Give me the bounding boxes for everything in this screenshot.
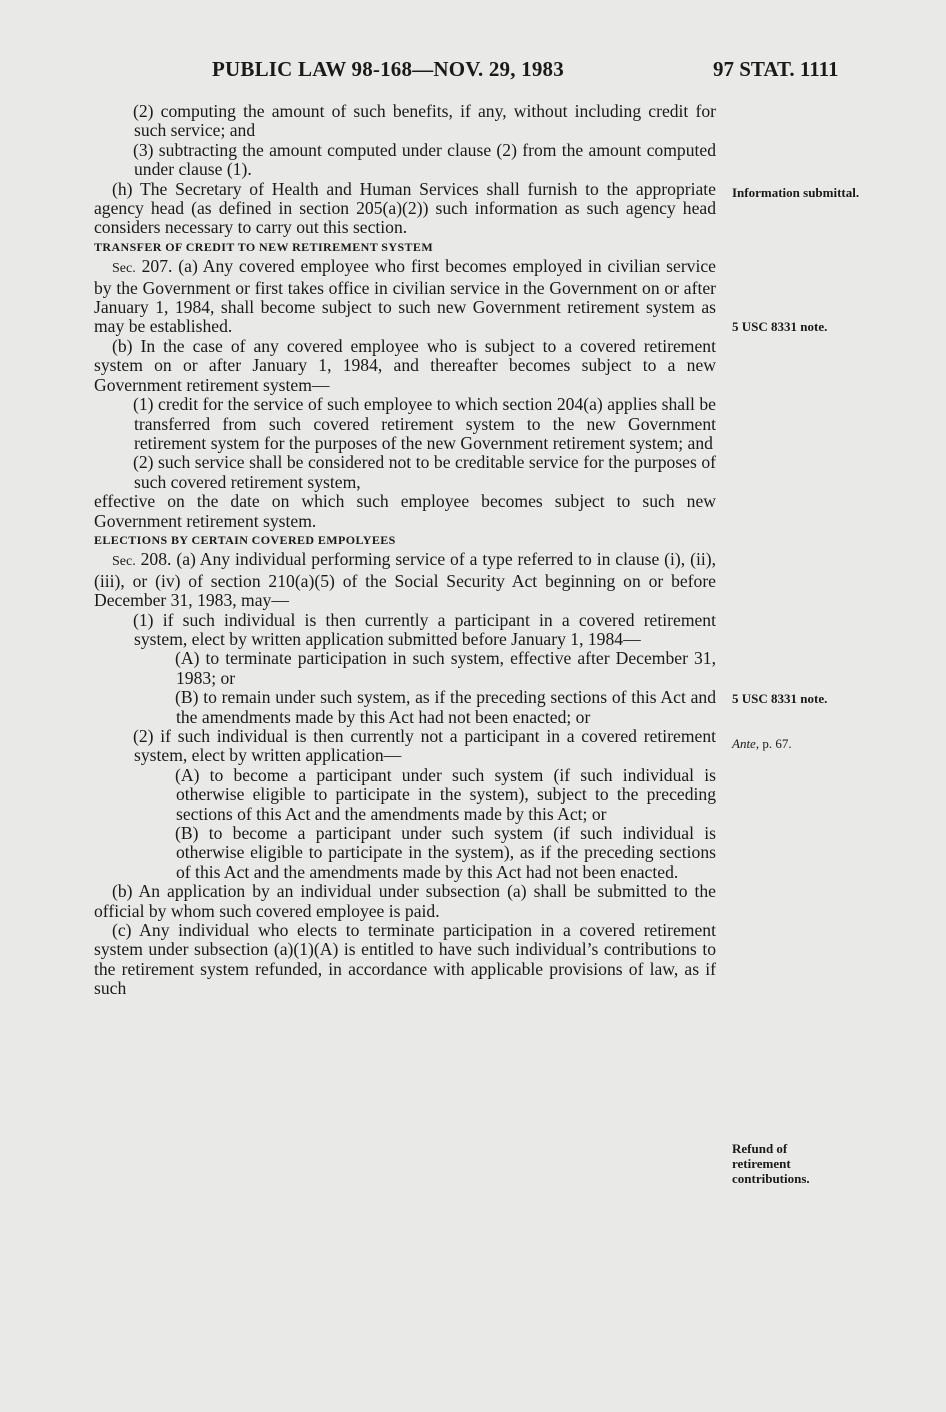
section-207-b-2: (2) such service shall be considered not to be creditable service for the purposes of such covered retirement system, [133, 452, 716, 492]
section-207-a [94, 257, 716, 337]
margin-note-usc-207: 5 USC 8331 note. [732, 319, 828, 334]
section-label: Sec. [112, 261, 136, 277]
running-title: PUBLIC LAW 98-168—NOV. 29, 1983 [212, 57, 564, 81]
section-heading-elections: ELECTIONS BY CERTAIN COVERED EMPOLYEES [94, 532, 396, 547]
section-208-a-2-A: (A) to become a participant under such system (if such individual is otherwise eligible to participate in the system), subject to the preceding sections of this Act and the amendments made by this Act; or [175, 764, 716, 824]
section-label: Sec. [112, 554, 136, 570]
section-207-b-1: (1) credit for the service of such employee to which section 204(a) applies shall be transferred from such covered retirement system to the new Government retirement system for the purposes of the new Government retirement system; and [133, 394, 716, 453]
margin-note-ante-italic: Ante, [732, 736, 760, 751]
clause-3: (3) subtracting the amount computed under clause (2) from the amount computed under clause (1). [133, 139, 716, 180]
margin-note-ante [732, 736, 862, 751]
page-header [0, 57, 946, 87]
subsection-h: (h) The Secretary of Health and Human Services shall furnish to the appropriate agency head (as defined in section 205(a)(2)) such information as such agency head considers necessary to carry out this section. [94, 178, 716, 238]
section-208-a [94, 550, 716, 610]
margin-note-ante-page: p. 67. [759, 736, 792, 751]
section-208-b: (b) An application by an individual under subsection (a) shall be submitted to the official by whom such covered employee is paid. [94, 881, 716, 921]
section-heading-transfer: TRANSFER OF CREDIT TO NEW RETIREMENT SYSTEM [94, 239, 434, 254]
main-text-column [94, 102, 716, 999]
section-208-a-1-A: (A) to terminate participation in such system, effective after December 31, 1983; or [175, 648, 716, 688]
section-207-effective: effective on the date on which such employee becomes subject to such new Government retirement system. [94, 491, 716, 531]
margin-note-refund: Refund of retirement contributions. [732, 1141, 810, 1186]
section-207-a-text: 207. (a) Any covered employee who first becomes employed in civilian service by the Government or first takes office in civilian service in the Government on or after January 1, 1984, shall become subject to such new Government retirement system as may be established. [94, 256, 716, 337]
margin-note-information-submittal: Information submittal. [732, 185, 860, 200]
section-208-a-2-B: (B) to become a participant under such system (if such individual is otherwise eligible to participate in the system), as if the preceding sections of this Act and the amendments made by this Act had not been enacted. [175, 823, 716, 882]
clause-2: (2) computing the amount of such benefits, if any, without including credit for such service; and [133, 101, 716, 141]
section-207-b: (b) In the case of any covered employee who is subject to a covered retirement system on or after January 1, 1984, and thereafter becomes subject to a new Government retirement system— [94, 335, 716, 395]
section-208-a-1-B: (B) to remain under such system, as if the preceding sections of this Act and the amendments made by this Act had not been enacted; or [175, 687, 716, 727]
section-208-c: (c) Any individual who elects to terminate participation in a covered retirement system under subsection (a)(1)(A) is entitled to have such individual’s contributions to the retirement system refunded, in accordance with applicable provisions of law, as if such [94, 920, 716, 999]
margin-note-usc-208: 5 USC 8331 note. [732, 691, 828, 706]
statute-page-number: 97 STAT. 1111 [713, 57, 839, 81]
section-208-a-2: (2) if such individual is then currently not a participant in a covered retirement system, elect by written application— [133, 726, 716, 766]
section-208-a-1: (1) if such individual is then currently a participant in a covered retirement system, elect by written application submitted before January 1, 1984— [133, 609, 716, 649]
section-208-a-text: 208. (a) Any individual performing service of a type referred to in clause (i), (ii), (iii), or (iv) of section 210(a)(5) of the Social Security Act beginning on or before December 31, 1983, may— [94, 549, 716, 611]
